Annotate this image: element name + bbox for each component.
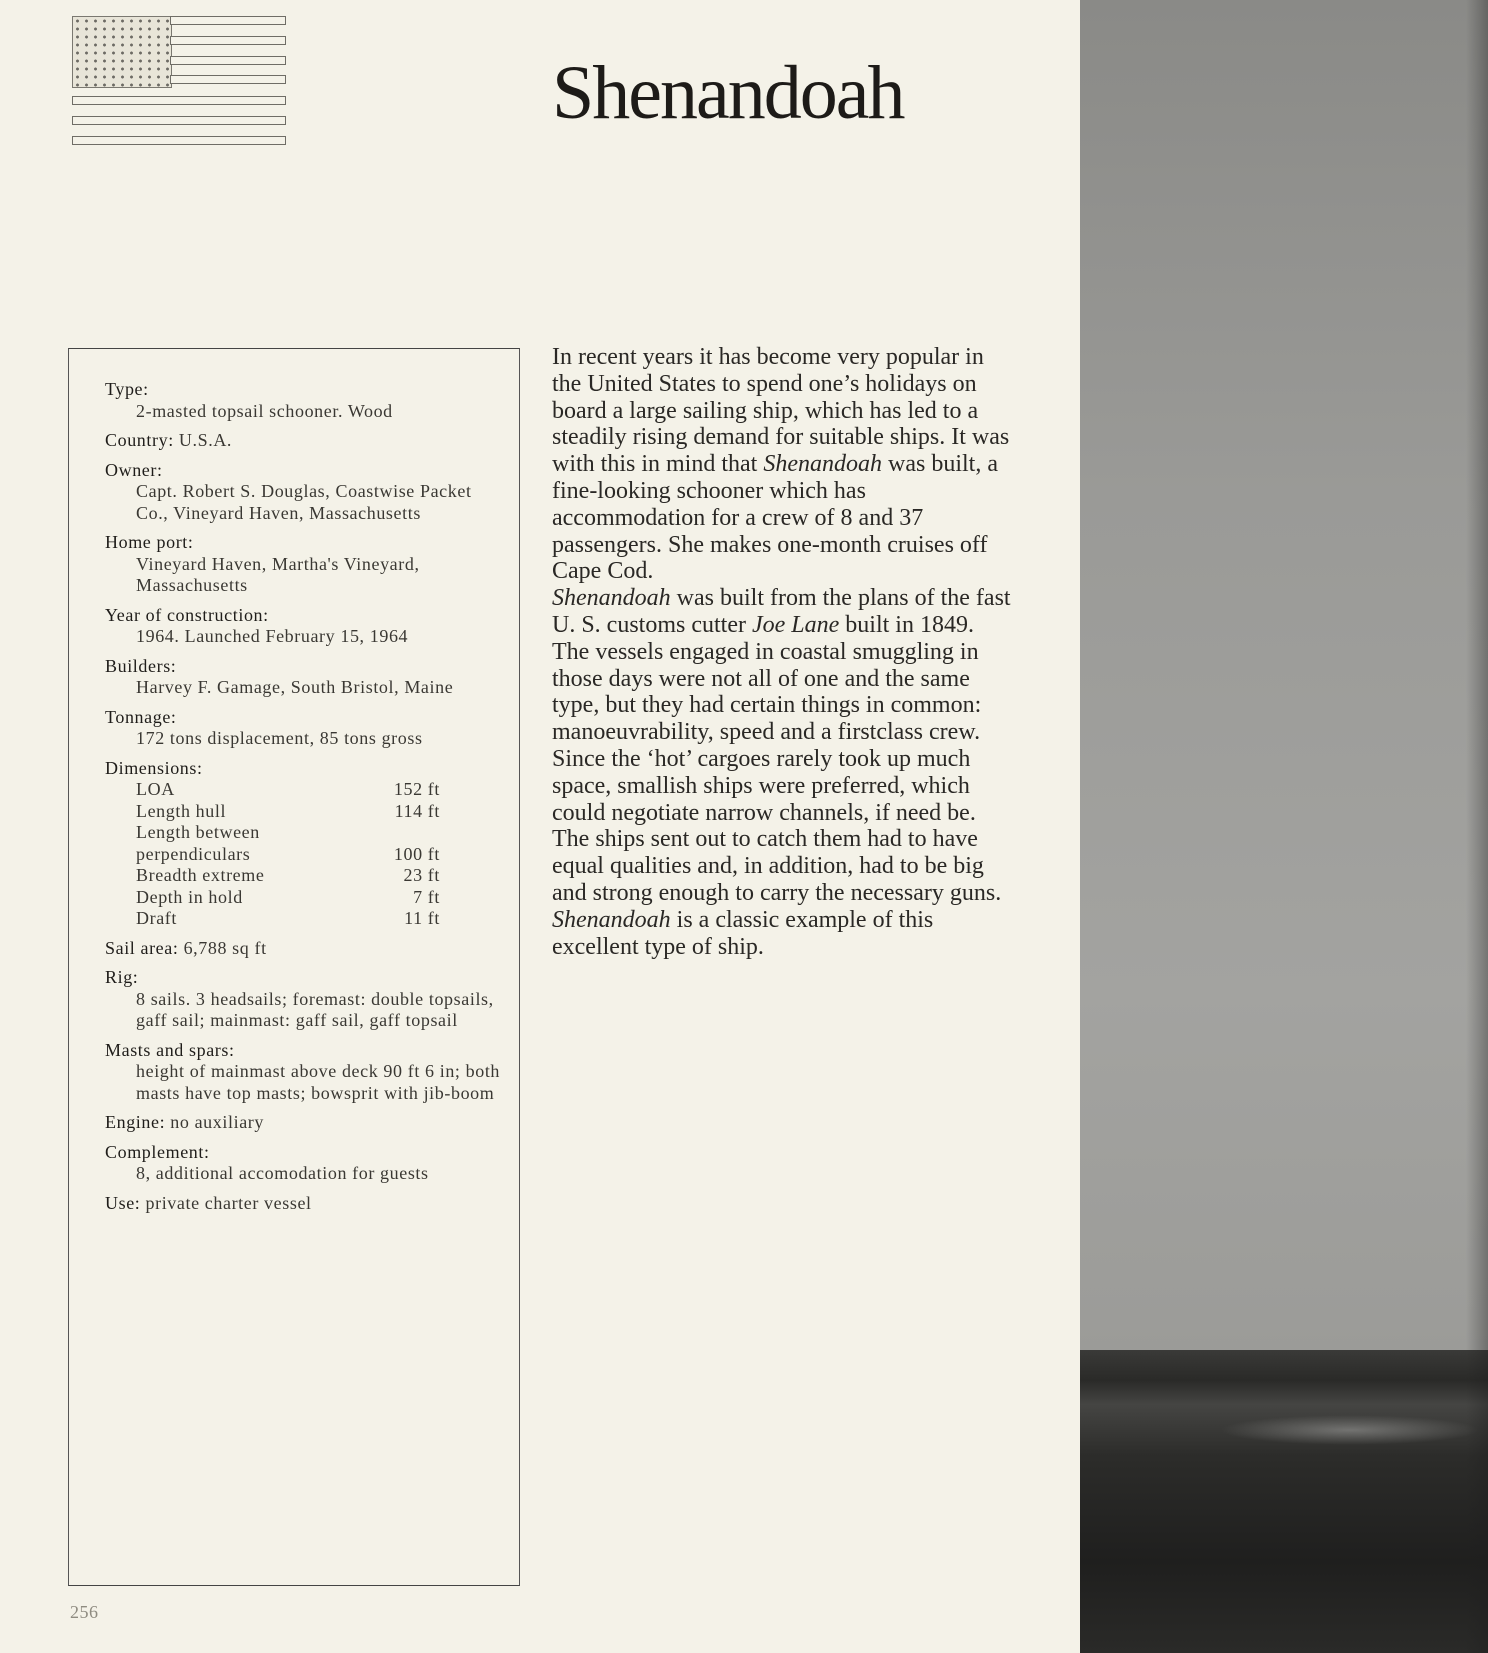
paragraph [552,585,1012,639]
sea-spray [1220,1415,1480,1445]
flag-canton [72,16,172,88]
flag-stripe [72,136,286,145]
page-gutter-shadow [1466,0,1488,1653]
spec-country [105,430,505,452]
spec-type [105,379,505,422]
spec-value: Capt. Robert S. Douglas, Coastwise Packet Co., Vineyard Haven, Massachusetts [136,481,472,523]
spec-value: 6,788 sq ft [183,937,267,958]
spec-year [105,605,505,648]
spec-label: Rig: [105,967,139,987]
spec-value: Harvey F. Gamage, South Bristol, Maine [136,677,454,697]
dimension-name: Length between [136,822,260,842]
sea-image [1080,1350,1488,1653]
dimension-name: Breadth extreme [136,865,265,885]
spec-label: Tonnage: [105,706,177,727]
spec-engine [105,1112,505,1134]
spec-sail-area [105,938,505,960]
text-run: built in 1849. [839,611,974,638]
spec-label: Owner: [105,459,163,480]
spec-label: Home port: [105,532,194,552]
page-number: 256 [70,1602,99,1622]
spec-value: height of mainmast above deck 90 ft 6 in; both masts have top masts; bowsprit with jib-boom [136,1061,501,1103]
dimension-name: perpendiculars [136,843,251,864]
spec-label: Type: [105,379,149,399]
spec-label: Builders: [105,655,177,676]
text-run: is a classic example of this excellent type of ship. [552,906,934,960]
ship-name: Shenandoah [552,585,671,612]
ship-name: Shenandoah [552,906,671,933]
spec-masts [105,1040,505,1105]
spec-label: Sail area: [105,937,179,958]
ship-name: Shenandoah [763,451,882,478]
dimension-name: Depth in hold [136,886,243,907]
flag-stripe [170,56,286,65]
dimensions-table [105,779,505,930]
spec-label: Country: [105,430,174,450]
dimension-name: LOA [136,779,175,799]
dimension-row [136,779,440,801]
spec-builders [105,656,505,699]
spec-owner [105,460,505,525]
dimension-row [136,844,440,866]
spec-label: Complement: [105,1141,210,1162]
spec-dimensions [105,758,505,930]
spec-value: 1964. Launched February 15, 1964 [136,626,409,646]
dimension-row [136,801,440,823]
dimension-value: 23 ft [403,865,440,885]
spec-value: private charter vessel [145,1192,312,1213]
text-run: was built from the plans of the fast U. S. customs cutter [552,585,1011,638]
dimension-value: 7 ft [413,886,440,907]
dimension-name: Length hull [136,800,227,821]
dimension-value: 152 ft [393,779,440,799]
spec-rig [105,967,505,1032]
dimension-row [136,887,440,909]
text-run: was built, a fine-looking schooner which has accommodation for a crew of 8 and 37 passengers. She makes one-month cruises off Cape Cod. [552,451,998,585]
spec-value: Vineyard Haven, Martha's Vineyard, Massachusetts [136,553,420,595]
spec-value: no auxiliary [170,1112,264,1132]
dimension-name: Draft [136,908,177,928]
spec-tonnage [105,707,505,750]
dimension-value: 100 ft [393,843,440,864]
spec-complement [105,1142,505,1185]
spec-box [68,348,520,1586]
dimension-row [136,865,440,887]
flag-stripe [170,16,286,25]
spec-home-port [105,532,505,597]
article-body [552,344,1012,960]
spec-label: Dimensions: [105,757,203,778]
spec-label: Year of construction: [105,604,269,625]
flag-stripe [170,75,286,84]
spec-list [105,379,505,1222]
paragraph [552,344,1012,585]
spec-value: 8 sails. 3 headsails; foremast: double topsails, gaff sail; mainmast: gaff sail, gaff topsail [136,988,494,1030]
dimension-row [136,908,440,930]
spec-use [105,1193,505,1215]
dimension-row [136,822,440,844]
spec-value: 172 tons displacement, 85 tons gross [136,728,423,748]
spec-label: Masts and spars: [105,1039,235,1060]
spec-value: 2-masted topsail schooner. Wood [136,400,393,421]
flag-stripe [72,96,286,105]
spec-label: Use: [105,1192,141,1213]
spec-label: Engine: [105,1112,166,1132]
dimension-value: 11 ft [404,908,440,928]
paragraph [552,639,1012,961]
us-flag-icon [72,16,286,150]
page-title: Shenandoah [552,50,904,135]
text-run: In recent years it has become very popular in the United States to spend one’s holidays on board a large sailing ship, which has led to a steadily rising demand for suitable ships. It was with this in mind that [552,344,1010,478]
flag-stripe [72,116,286,125]
ship-name: Joe Lane [751,611,840,638]
spec-value: 8, additional accomodation for guests [136,1163,429,1183]
ship-photo [1080,0,1488,1653]
spec-value: U.S.A. [178,430,233,450]
dimension-value: 114 ft [394,800,440,821]
text-run: The vessels engaged in coastal smuggling in those days were not all of one and the same type, but they had certain things in common: manoeuvrability, speed and a firstclass crew. Since the ‘hot’ cargoes rarely took up much space, smallish ships were preferred, which could negotiate narrow channels, if need be. The ships sent out to catch them had to have equal qualities and, in addition, had to be big and strong enough to carry the necessary guns. [552,638,1002,906]
flag-stripe [170,36,286,45]
